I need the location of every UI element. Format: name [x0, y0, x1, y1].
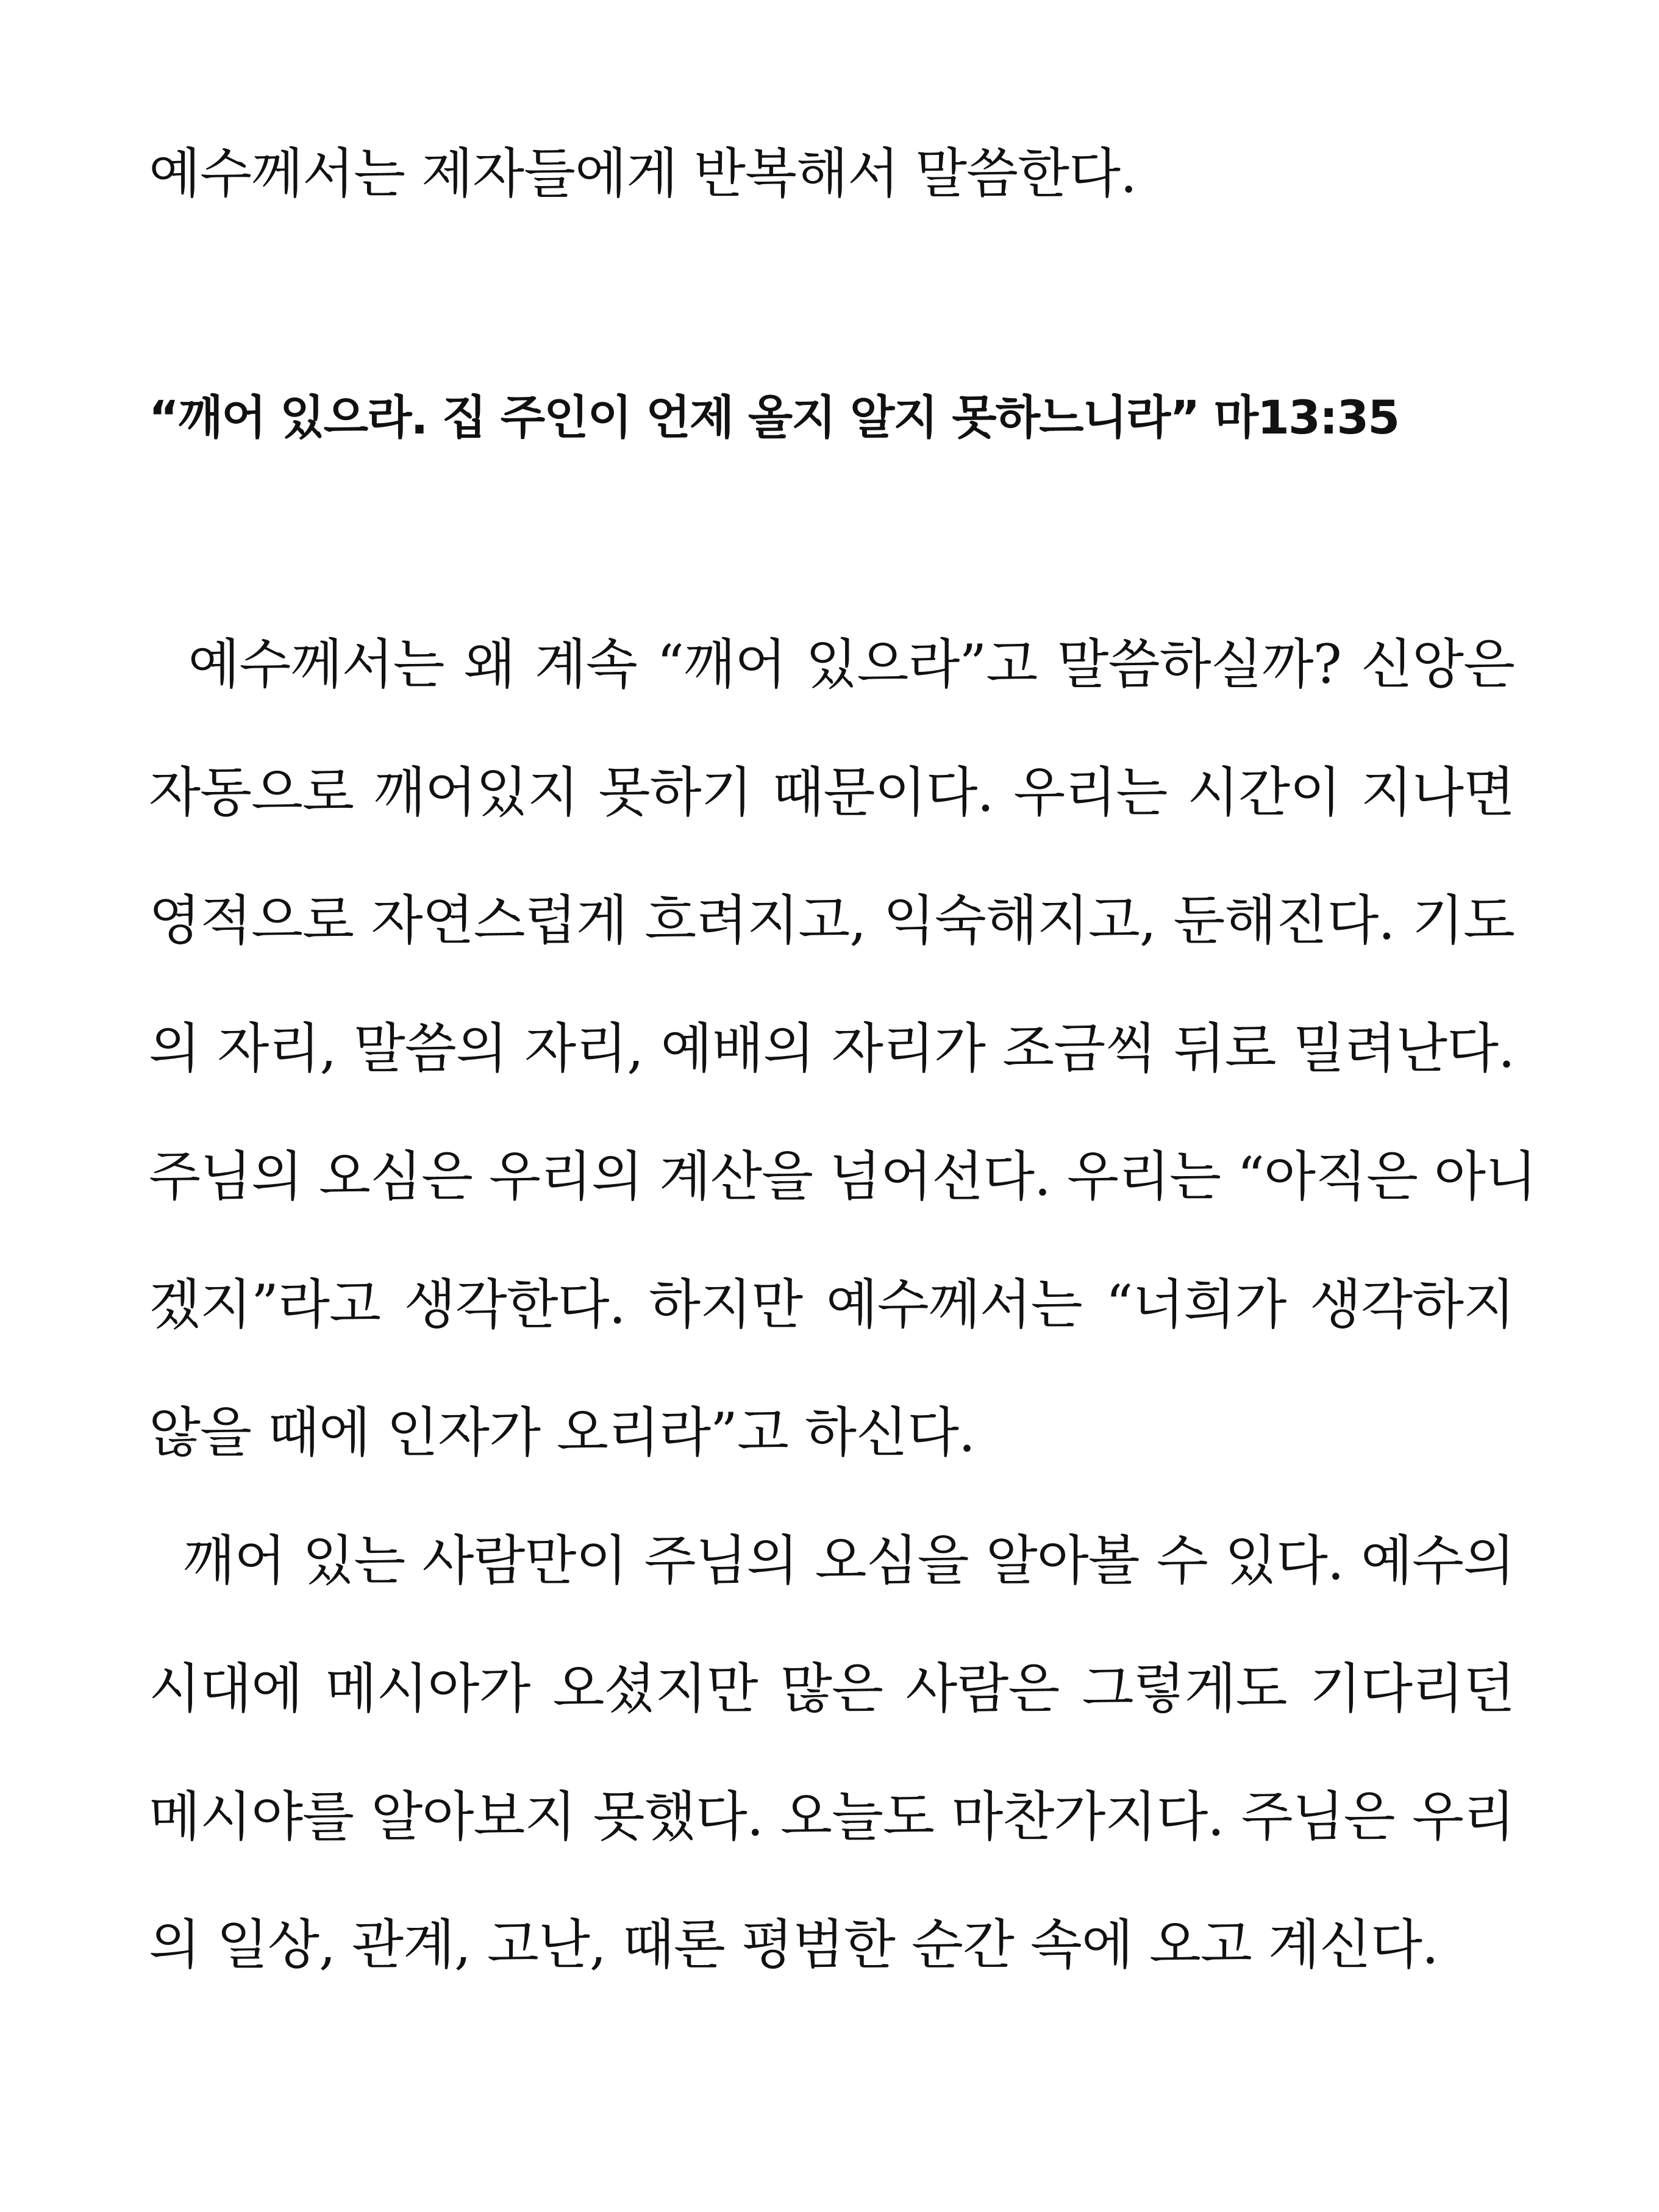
paragraph-line: 겠지”라고 생각한다. 하지만 예수께서는 “너희가 생각하지: [149, 1273, 1515, 1336]
paragraph-line: 깨어 있는 사람만이 주님의 오심을 알아볼 수 있다. 예수의: [149, 1529, 1515, 1592]
paragraph-line: 않을 때에 인자가 오리라”고 하신다.: [149, 1401, 975, 1464]
paragraph-line: 의 자리, 말씀의 자리, 예배의 자리가 조금씩 뒤로 밀려난다.: [149, 1017, 1515, 1080]
paragraph-line: 의 일상, 관계, 고난, 때론 평범한 순간 속에 오고 계신다.: [149, 1913, 1438, 1976]
bible-verse-quote: “깨어 있으라. 집 주인이 언제 올지 알지 못하느니라” 마13:35: [149, 390, 1399, 444]
paragraph-line: 예수께서는 왜 계속 “깨어 있으라”고 말씀하실까? 신앙은: [149, 633, 1515, 696]
paragraph-line: 영적으로 자연스럽게 흐려지고, 익숙해지고, 둔해진다. 기도: [149, 889, 1515, 952]
paragraph-line: 주님의 오심은 우리의 계산을 넘어선다. 우리는 “아직은 아니: [149, 1145, 1536, 1208]
paragraph-line: 메시야를 알아보지 못했다. 오늘도 마찬가지다. 주님은 우리: [149, 1785, 1515, 1848]
intro-line: 예수께서는 제자들에게 반복해서 말씀한다.: [149, 142, 1137, 205]
paragraph-line: 시대에 메시아가 오셨지만 많은 사람은 그렇게도 기다리던: [149, 1657, 1515, 1720]
paragraph-line: 자동으로 깨어있지 못하기 때문이다. 우리는 시간이 지나면: [149, 761, 1515, 824]
